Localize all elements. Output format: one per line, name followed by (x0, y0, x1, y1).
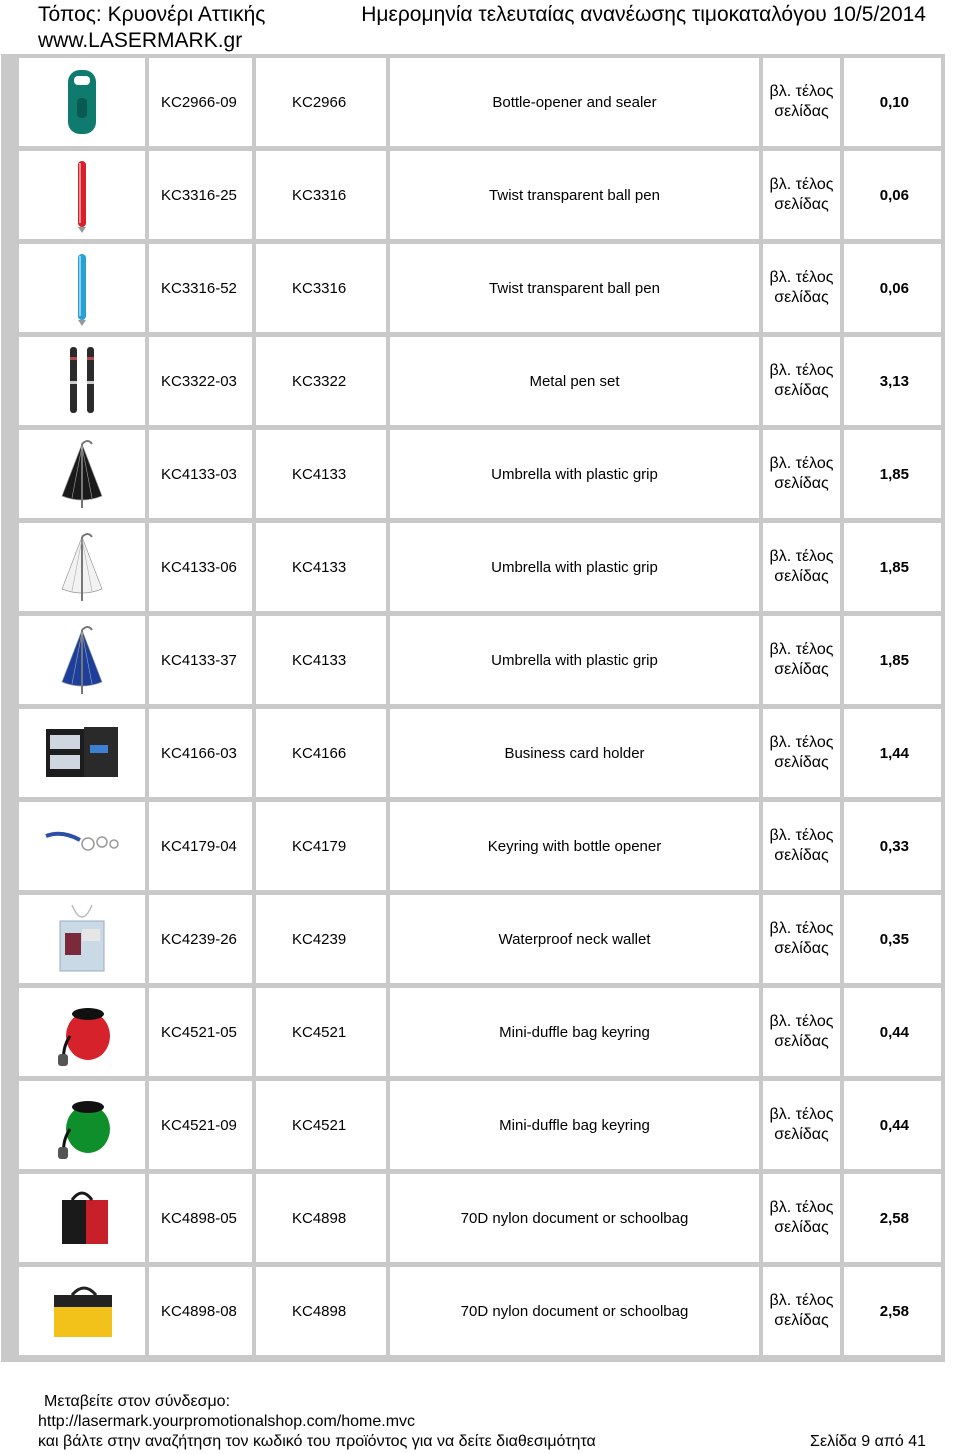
price-note (763, 988, 840, 1076)
price-note-line2: σελίδας (774, 103, 829, 120)
price-note-line1: βλ. τέλος (769, 641, 834, 658)
price-note (763, 895, 840, 983)
price-note-line2: σελίδας (774, 847, 829, 864)
product-description: Umbrella with plastic grip (390, 523, 759, 611)
table-row (1, 984, 945, 1077)
price-note (763, 802, 840, 890)
product-model: KC4898 (256, 1174, 386, 1262)
product-description: Twist transparent ball pen (390, 151, 759, 239)
table-row (1, 519, 945, 612)
price-note-line2: σελίδας (774, 1126, 829, 1143)
product-code: KC3316-25 (149, 151, 252, 239)
product-price: 1,85 (844, 616, 941, 704)
price-note-line2: σελίδας (774, 1312, 829, 1329)
product-image (19, 337, 145, 425)
product-code: KC4521-05 (149, 988, 252, 1076)
product-model: KC4133 (256, 430, 386, 518)
product-model: KC4133 (256, 523, 386, 611)
product-description: Bottle-opener and sealer (390, 58, 759, 146)
price-note-line1: βλ. τέλος (769, 1106, 834, 1123)
product-description: Umbrella with plastic grip (390, 430, 759, 518)
product-code: KC3316-52 (149, 244, 252, 332)
product-model: KC3316 (256, 244, 386, 332)
product-image (19, 523, 145, 611)
product-price: 0,44 (844, 1081, 941, 1169)
price-note-line1: βλ. τέλος (769, 827, 834, 844)
bottle-opener-icon (32, 62, 132, 142)
last-updated-label: Ημερομηνία τελευταίας ανανέωσης τιμοκαταλόγου 10/5/2014 (361, 3, 926, 26)
product-description: 70D nylon document or schoolbag (390, 1267, 759, 1355)
page-number: Σελίδα 9 από 41 (810, 1433, 926, 1450)
product-price: 1,44 (844, 709, 941, 797)
product-description: Metal pen set (390, 337, 759, 425)
product-price: 1,85 (844, 523, 941, 611)
price-note-line2: σελίδας (774, 196, 829, 213)
product-price: 0,33 (844, 802, 941, 890)
product-image (19, 1174, 145, 1262)
table-row (1, 1263, 945, 1356)
product-image (19, 616, 145, 704)
red-pen-icon (32, 155, 132, 235)
price-note-line1: βλ. τέλος (769, 920, 834, 937)
product-image (19, 1267, 145, 1355)
price-note (763, 244, 840, 332)
table-row (1, 240, 945, 333)
table-row (1, 1170, 945, 1263)
product-price: 2,58 (844, 1267, 941, 1355)
price-note-line2: σελίδας (774, 475, 829, 492)
price-note (763, 709, 840, 797)
product-code: KC4133-03 (149, 430, 252, 518)
footer-search-hint: και βάλτε στην αναζήτηση τον κωδικό του προϊόντος για να δείτε διαθεσιμότητα (38, 1433, 596, 1450)
footer-instruction: Μεταβείτε στον σύνδεσμο: (44, 1393, 231, 1410)
blue-umbrella-icon (32, 620, 132, 700)
card-holder-icon (32, 713, 132, 793)
table-row (1, 891, 945, 984)
table-row (1, 1077, 945, 1170)
red-black-schoolbag-icon (32, 1178, 132, 1258)
product-description: Keyring with bottle opener (390, 802, 759, 890)
footer (38, 1392, 596, 1452)
product-image (19, 430, 145, 518)
price-note (763, 58, 840, 146)
table-row (1, 798, 945, 891)
product-code: KC4898-05 (149, 1174, 252, 1262)
product-code: KC3322-03 (149, 337, 252, 425)
product-code: KC4133-06 (149, 523, 252, 611)
footer-link[interactable]: http://lasermark.yourpromotionalshop.com/home.mvc (38, 1413, 416, 1430)
website-link[interactable]: www.LASERMARK.gr (38, 29, 243, 52)
product-image (19, 802, 145, 890)
product-code: KC4521-09 (149, 1081, 252, 1169)
price-list-table (1, 54, 945, 1362)
metal-pen-set-icon (32, 341, 132, 421)
price-note-line1: βλ. τέλος (769, 734, 834, 751)
price-note-line2: σελίδας (774, 568, 829, 585)
price-note (763, 523, 840, 611)
table-row (1, 333, 945, 426)
product-image (19, 1081, 145, 1169)
product-price: 0,35 (844, 895, 941, 983)
price-note-line1: βλ. τέλος (769, 1013, 834, 1030)
product-code: KC4179-04 (149, 802, 252, 890)
product-code: KC4239-26 (149, 895, 252, 983)
product-model: KC4521 (256, 1081, 386, 1169)
price-note-line2: σελίδας (774, 289, 829, 306)
product-description: Twist transparent ball pen (390, 244, 759, 332)
price-note-line1: βλ. τέλος (769, 548, 834, 565)
product-model: KC2966 (256, 58, 386, 146)
yellow-schoolbag-icon (32, 1271, 132, 1351)
price-note (763, 616, 840, 704)
product-price: 0,10 (844, 58, 941, 146)
product-price: 0,06 (844, 151, 941, 239)
product-model: KC4521 (256, 988, 386, 1076)
table-row (1, 147, 945, 240)
price-note-line2: σελίδας (774, 1219, 829, 1236)
product-price: 0,06 (844, 244, 941, 332)
product-description: Umbrella with plastic grip (390, 616, 759, 704)
product-code: KC2966-09 (149, 58, 252, 146)
price-note (763, 430, 840, 518)
product-description: Waterproof neck wallet (390, 895, 759, 983)
red-duffle-bag-icon (32, 992, 132, 1072)
product-price: 3,13 (844, 337, 941, 425)
price-note (763, 337, 840, 425)
price-note-line1: βλ. τέλος (769, 362, 834, 379)
table-row (1, 426, 945, 519)
product-image (19, 988, 145, 1076)
price-note (763, 1267, 840, 1355)
product-image (19, 709, 145, 797)
price-note (763, 1174, 840, 1262)
product-image (19, 895, 145, 983)
price-note-line2: σελίδας (774, 382, 829, 399)
price-note-line1: βλ. τέλος (769, 455, 834, 472)
product-model: KC4239 (256, 895, 386, 983)
price-note-line1: βλ. τέλος (769, 269, 834, 286)
price-note-line1: βλ. τέλος (769, 1292, 834, 1309)
product-image (19, 58, 145, 146)
price-note-line2: σελίδας (774, 940, 829, 957)
table-row (1, 54, 945, 147)
product-model: KC3322 (256, 337, 386, 425)
white-umbrella-icon (32, 527, 132, 607)
location-label: Τόπος: Κρυονέρι Αττικής (38, 3, 266, 26)
product-model: KC4898 (256, 1267, 386, 1355)
product-code: KC4166-03 (149, 709, 252, 797)
product-code: KC4133-37 (149, 616, 252, 704)
header-left (38, 2, 265, 54)
product-model: KC3316 (256, 151, 386, 239)
product-price: 1,85 (844, 430, 941, 518)
price-note-line1: βλ. τέλος (769, 83, 834, 100)
price-note-line1: βλ. τέλος (769, 1199, 834, 1216)
product-description: Mini-duffle bag keyring (390, 988, 759, 1076)
product-description: 70D nylon document or schoolbag (390, 1174, 759, 1262)
product-image (19, 244, 145, 332)
table-row (1, 612, 945, 705)
price-note (763, 151, 840, 239)
product-description: Mini-duffle bag keyring (390, 1081, 759, 1169)
blue-pen-icon (32, 248, 132, 328)
product-model: KC4133 (256, 616, 386, 704)
price-note-line2: σελίδας (774, 754, 829, 771)
green-duffle-bag-icon (32, 1085, 132, 1165)
table-row (1, 705, 945, 798)
product-price: 0,44 (844, 988, 941, 1076)
product-image (19, 151, 145, 239)
neck-wallet-icon (32, 899, 132, 979)
black-umbrella-icon (32, 434, 132, 514)
product-model: KC4179 (256, 802, 386, 890)
price-note-line1: βλ. τέλος (769, 176, 834, 193)
product-model: KC4166 (256, 709, 386, 797)
product-code: KC4898-08 (149, 1267, 252, 1355)
product-price: 2,58 (844, 1174, 941, 1262)
keyring-opener-icon (32, 806, 132, 886)
product-description: Business card holder (390, 709, 759, 797)
price-note-line2: σελίδας (774, 1033, 829, 1050)
price-note-line2: σελίδας (774, 661, 829, 678)
price-note (763, 1081, 840, 1169)
